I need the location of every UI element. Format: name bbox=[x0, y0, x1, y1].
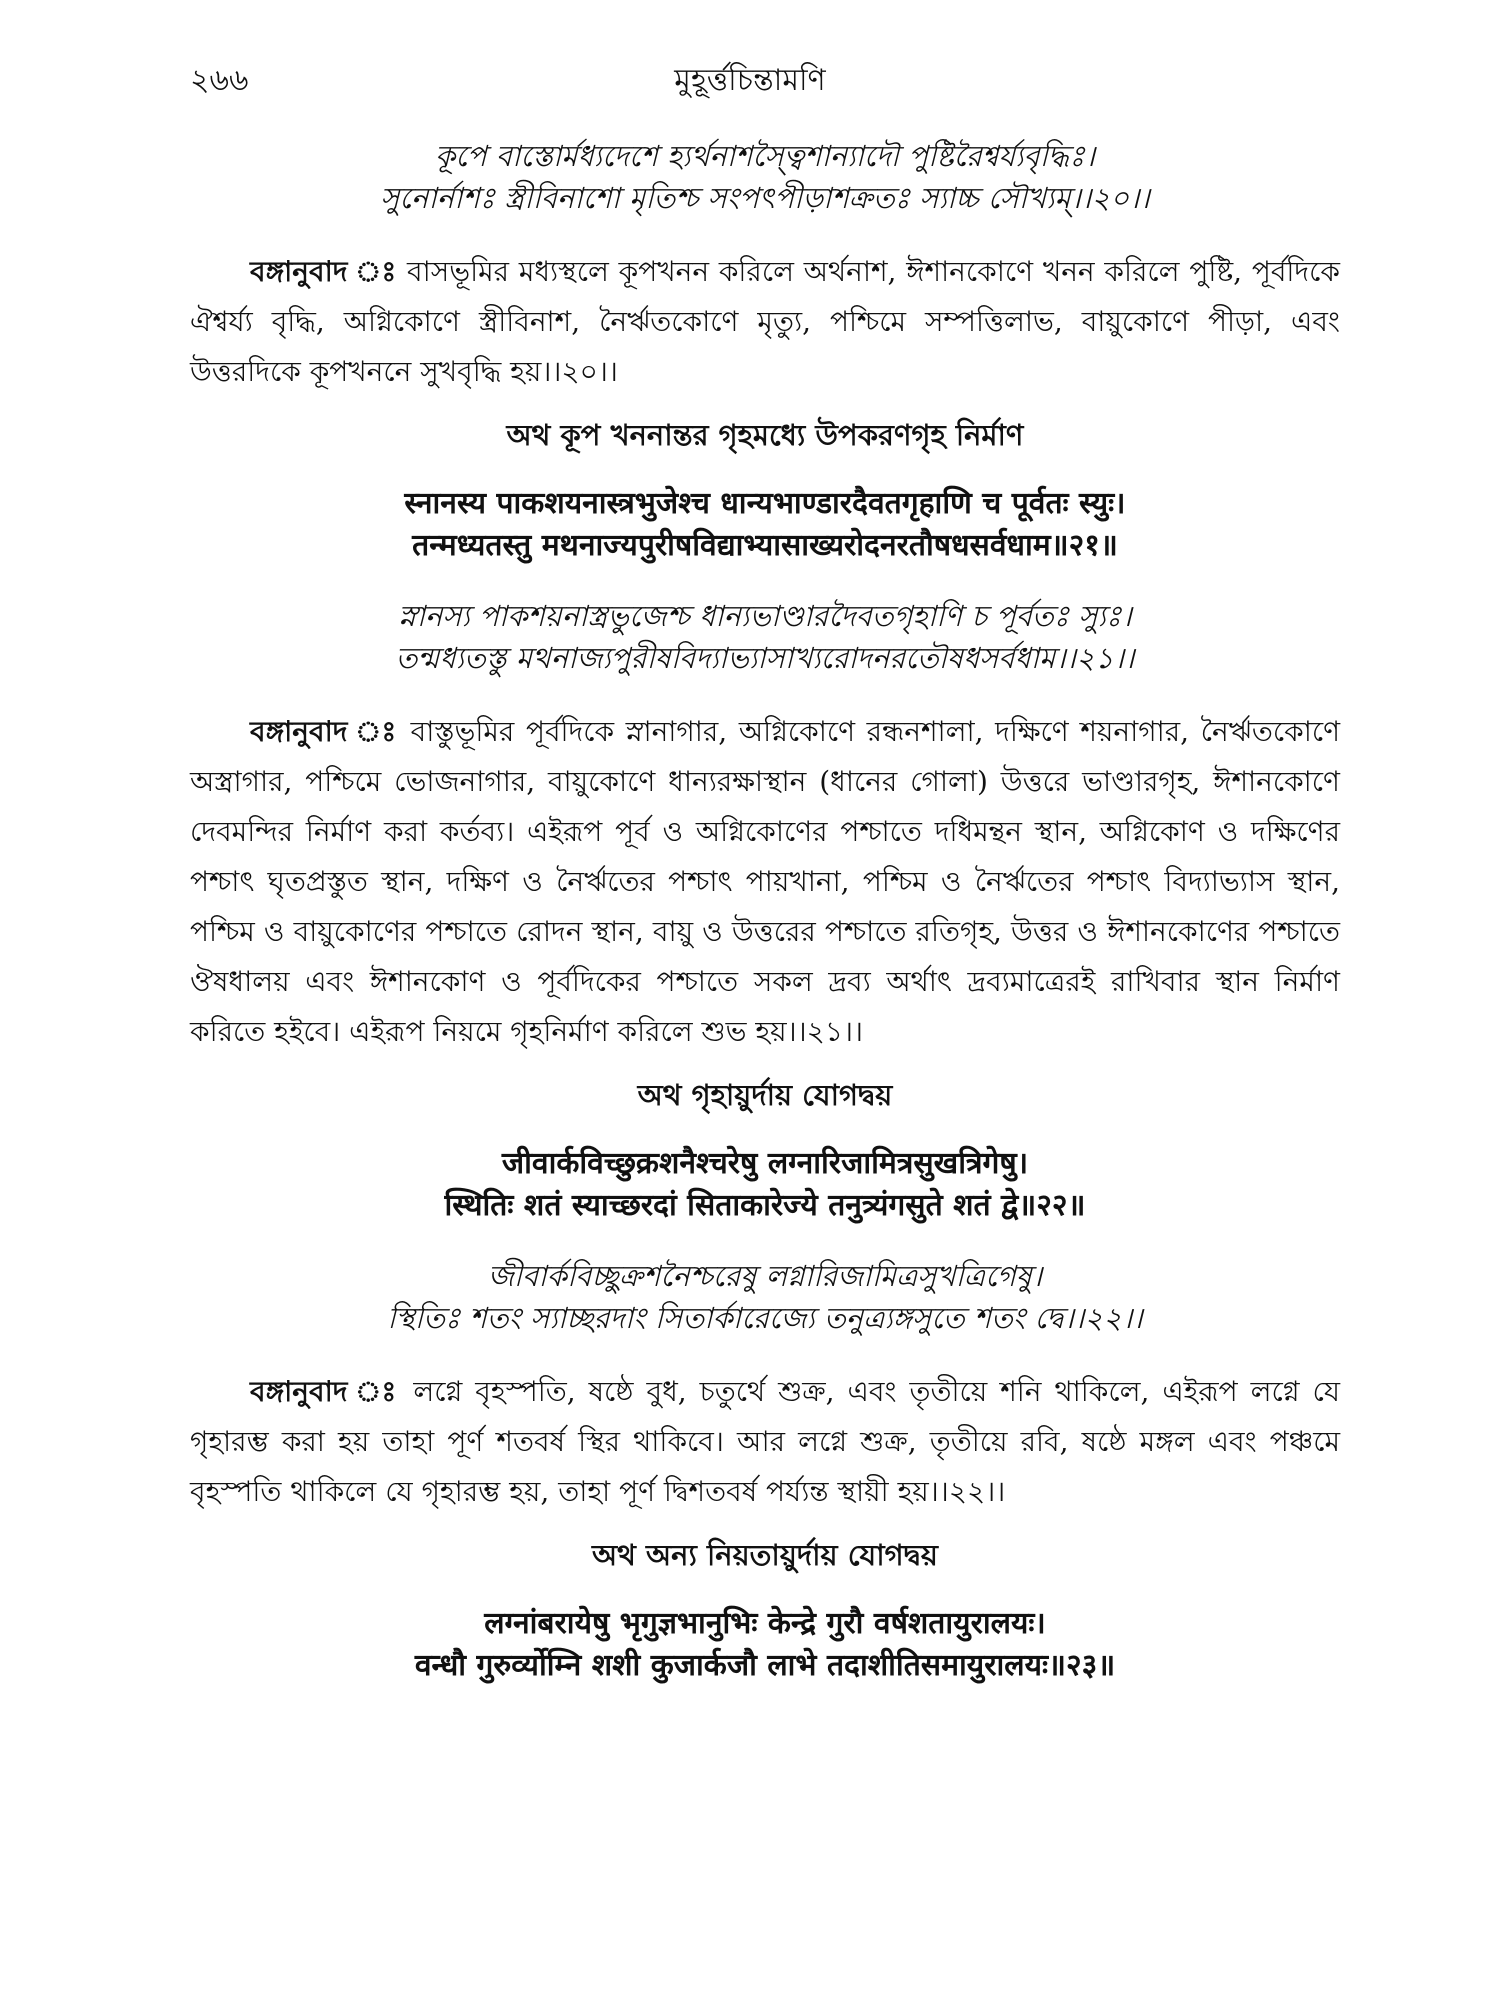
verse-21-devanagari bbox=[190, 483, 1340, 567]
page-content bbox=[190, 135, 1340, 1715]
verse-line: স্নানস্য পাকশয়নাস্ত্রভুজেশ্চ ধান্যভাণ্ডারদৈবতগৃহাণি চ পূর্বতঃ স্যুঃ। bbox=[398, 599, 1132, 633]
translation-21 bbox=[190, 707, 1340, 1057]
verse-23-devanagari bbox=[190, 1603, 1340, 1687]
translation-text: বাসভূমির মধ্যস্থলে কূপখনন করিলে অর্থনাশ, ঈশানকোণে খনন করিলে পুষ্টি, পূর্বদিকে ঐশ্বর্য্য বৃদ্ধি, অগ্নিকোণে স্ত্রীবিনাশ, নৈর্ঋতকোণে মৃত্যু, পশ্চিমে সম্পত্তিলাভ, বায়ুকোণে পীড়া, এবং উত্তরদিকে কূপখননে সুখবৃদ্ধি হয়।।২০।। bbox=[190, 255, 1340, 388]
translation-label: বঙ্গানুবাদ ঃ bbox=[250, 1375, 401, 1408]
translation-label: বঙ্গানুবাদ ঃ bbox=[250, 255, 398, 288]
page-number: ২৬৬ bbox=[190, 63, 249, 98]
running-title: মুহূর্ত্তচিন্তামণি bbox=[674, 63, 826, 98]
translation-text: লগ্নে বৃহস্পতি, ষষ্ঠে বুধ, চতুর্থে শুক্র, এবং তৃতীয়ে শনি থাকিলে, এইরূপ লগ্নে যে গৃহারম্ভ করা হয় তাহা পূর্ণ শতবর্ষ স্থির থাকিবে। আর লগ্নে শুক্র, তৃতীয়ে রবি, ষষ্ঠে মঙ্গল এবং পঞ্চমে বৃহস্পতি থাকিলে যে গৃহারম্ভ হয়, তাহা পূর্ণ দ্বিশতবর্ষ পর্য্যন্ত স্থায়ী হয়।।২২।। bbox=[190, 1375, 1340, 1508]
verse-line: स्नानस्य पाकशयनास्त्रभुजेश्च धान्यभाण्डारदैवतगृहाणि च पूर्वतः स्युः। bbox=[404, 486, 1126, 521]
verse-line: জীবার্কবিচ্ছুক্রশনৈশ্চরেষু লগ্নারিজামিত্রসুখত্রিগেষু। bbox=[487, 1259, 1043, 1293]
page-header bbox=[190, 56, 1310, 96]
verse-line: स्थितिः शतं स्याच्छरदां सिताकारेज्ये तनुत्र्यंगसुते शतं द्वे॥२२॥ bbox=[444, 1188, 1086, 1223]
section-heading: অথ অন্য নিয়তায়ুর্দায় যোগদ্বয় bbox=[592, 1538, 938, 1572]
section-heading: অথ কূপ খননান্তর গৃহমধ্যে উপকরণগৃহ নির্মাণ bbox=[506, 418, 1024, 452]
verse-line: जीवार्कविच्छुक्रशनैश्चरेषु लग्नारिजामित्रसुखत्रिगेषु। bbox=[501, 1146, 1029, 1181]
verse-22-devanagari bbox=[190, 1143, 1340, 1227]
translation-text: বাস্তুভূমির পূর্বদিকে স্নানাগার, অগ্নিকোণে রন্ধনশালা, দক্ষিণে শয়নাগার, নৈর্ঋতকোণে অস্ত্রাগার, পশ্চিমে ভোজনাগার, বায়ুকোণে ধান্যরক্ষাস্থান (ধানের গোলা) উত্তরে ভাণ্ডারগৃহ, ঈশানকোণে দেবমন্দির নির্মাণ করা কর্তব্য। এইরূপ পূর্ব ও অগ্নিকোণের পশ্চাতে দধিমন্থন স্থান, অগ্নিকোণ ও দক্ষিণের পশ্চাৎ ঘৃতপ্রস্তুত স্থান, দক্ষিণ ও নৈর্ঋতের পশ্চাৎ পায়খানা, পশ্চিম ও নৈর্ঋতের পশ্চাৎ বিদ্যাভ্যাস স্থান, পশ্চিম ও বায়ুকোণের পশ্চাতে রোদন স্থান, বায়ু ও উত্তরের পশ্চাতে রতিগৃহ, উত্তর ও ঈশানকোণের পশ্চাতে ঔষধালয় এবং ঈশানকোণ ও পূর্বদিকের পশ্চাতে সকল দ্রব্য অর্থাৎ দ্রব্যমাত্রেরই রাখিবার স্থান নির্মাণ করিতে হইবে। এইরূপ নিয়মে গৃহনির্মাণ করিলে শুভ হয়।।২১।। bbox=[190, 715, 1341, 1048]
translation-20 bbox=[190, 247, 1340, 397]
verse-line: স্থিতিঃ শতং স্যাচ্ছরদাং সিতার্কারেজ্যে তনুত্র্যঙ্গসুতে শতং দ্বে।।২২।। bbox=[387, 1301, 1143, 1335]
verse-line: तन्मध्यतस्तु मथनाज्यपुरीषविद्याभ्यासाख्यरोदनरतौषधसर्वधाम॥२१॥ bbox=[412, 528, 1118, 563]
verse-line: वन्धौ गुरुर्व्योम्नि शशी कुजार्कजौ लाभे तदाशीतिसमायुरालयः॥२३॥ bbox=[414, 1648, 1116, 1683]
verse-line: সুনোর্নাশঃ স্ত্রীবিনাশো মৃতিশ্চ সংপৎপীড়াশক্রতঃ স্যাচ্চ সৌখ্যম্।।২০।। bbox=[380, 181, 1150, 215]
translation-label: বঙ্গানুবাদ ঃ bbox=[250, 715, 400, 748]
verse-22-bengali bbox=[190, 1255, 1340, 1339]
verse-line: लग्नांबरायेषु भृगुज्ञभानुभिः केन्द्रे गुरौ वर्षशतायुरालयः। bbox=[484, 1606, 1046, 1641]
verse-line: কূপে বাস্তোর্মধ্যদেশে হ্যর্থনাশস্ত্বৈশান্যাদৌ পুষ্টিরৈশ্বর্য্যবৃদ্ধিঃ। bbox=[434, 139, 1096, 173]
translation-22 bbox=[190, 1367, 1340, 1517]
verse-20-bengali bbox=[190, 135, 1340, 219]
section-heading: অথ গৃহায়ুর্দায় যোগদ্বয় bbox=[637, 1078, 893, 1112]
verse-21-bengali bbox=[190, 595, 1340, 679]
verse-line: তন্মধ্যতস্তু মথনাজ্যপুরীষবিদ্যাভ্যাসাখ্যরোদনরতৌষধসর্বধাম।।২১।। bbox=[395, 641, 1135, 675]
